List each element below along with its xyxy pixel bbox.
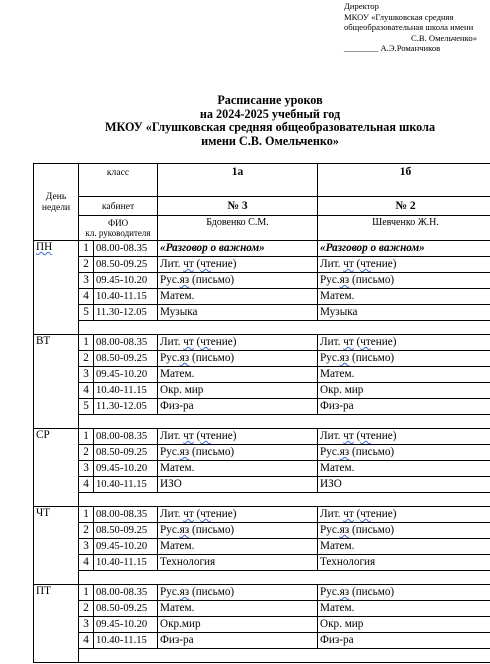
spacer-cell	[79, 493, 490, 507]
lesson-row	[34, 241, 490, 257]
spell-underline: яз	[339, 446, 350, 458]
day-label: ПТ	[36, 585, 51, 597]
approval-block	[344, 1, 490, 54]
subject-1b: Окр. мир	[318, 617, 490, 633]
spell-underline: яз	[339, 274, 350, 286]
lesson-time: 08.50-09.25	[94, 601, 158, 617]
lesson-number: 3	[79, 273, 94, 289]
lesson-time: 08.50-09.25	[94, 351, 158, 367]
approval-line: Директор	[344, 1, 379, 11]
spell-underline: чт	[183, 508, 194, 520]
subject-1b: Лит. чт (чтение)	[318, 507, 490, 523]
lesson-number: 1	[79, 507, 94, 523]
subject-1a: Рус.яз (письмо)	[158, 273, 318, 289]
day-spacer-row	[34, 415, 490, 429]
approval-line: С.В. Омельченко»	[411, 32, 477, 43]
header-row-class	[34, 164, 490, 197]
day-name	[34, 241, 79, 335]
lesson-time: 08.00-08.35	[94, 335, 158, 351]
lesson-row	[34, 429, 490, 445]
lesson-row	[34, 477, 490, 493]
lesson-time: 09.45-10.20	[94, 617, 158, 633]
lesson-time: 08.50-09.25	[94, 257, 158, 273]
day-header-line: недели	[41, 202, 71, 213]
lesson-row	[34, 555, 490, 571]
subject-1b: Рус.яз (письмо)	[318, 445, 490, 461]
subject-1a: Лит. чт (чтение)	[158, 335, 318, 351]
spell-underline: чт	[183, 258, 194, 270]
subject-1a: Физ-ра	[158, 399, 318, 415]
lesson-row	[34, 539, 490, 555]
day-spacer-row	[34, 571, 490, 585]
lesson-time: 08.00-08.35	[94, 241, 158, 257]
lesson-number: 2	[79, 351, 94, 367]
subject-1a: Матем.	[158, 289, 318, 305]
subject-1a: Технология	[158, 555, 318, 571]
lesson-row	[34, 335, 490, 351]
subject-1b: Лит. чт (чтение)	[318, 335, 490, 351]
lesson-row	[34, 585, 490, 601]
subject-1b: «Разговор о важном»	[318, 241, 490, 257]
spell-underline: чт	[343, 336, 354, 348]
lesson-row	[34, 523, 490, 539]
lesson-number: 2	[79, 523, 94, 539]
lesson-time: 08.50-09.25	[94, 523, 158, 539]
spacer-cell	[79, 571, 490, 585]
lesson-time: 08.00-08.35	[94, 507, 158, 523]
lesson-number: 4	[79, 289, 94, 305]
lesson-number: 2	[79, 601, 94, 617]
subject-1a: Матем.	[158, 367, 318, 383]
subject-1b: Музыка	[318, 305, 490, 321]
subject-1a: Окр. мир	[158, 383, 318, 399]
spell-underline: яз	[179, 274, 190, 286]
lesson-number: 5	[79, 305, 94, 321]
lesson-time: 08.00-08.35	[94, 585, 158, 601]
day-name	[34, 429, 79, 507]
teacher-label-line: ФИО	[107, 218, 129, 228]
lesson-row	[34, 461, 490, 477]
lesson-number: 1	[79, 241, 94, 257]
lesson-row	[34, 257, 490, 273]
lesson-number: 4	[79, 555, 94, 571]
class-name-1a: 1а	[158, 164, 318, 197]
spell-underline: чт	[360, 336, 371, 348]
title-line: на 2024-2025 учебный год	[199, 106, 341, 121]
spell-underline: чт	[200, 336, 211, 348]
day-name	[34, 507, 79, 585]
day-header-line: День	[45, 191, 67, 202]
subject-1b: Лит. чт (чтение)	[318, 429, 490, 445]
header-row-teacher	[34, 216, 490, 241]
lesson-number: 4	[79, 477, 94, 493]
lesson-time: 09.45-10.20	[94, 367, 158, 383]
lesson-row	[34, 507, 490, 523]
room-1a: № 3	[158, 197, 318, 216]
lesson-time: 10.40-11.15	[94, 477, 158, 493]
lesson-time: 10.40-11.15	[94, 383, 158, 399]
lesson-number: 4	[79, 633, 94, 649]
teacher-label-line: кл. руководителя	[85, 228, 151, 238]
schedule-table	[33, 163, 490, 663]
lesson-time: 08.50-09.25	[94, 445, 158, 461]
room-1b: № 2	[318, 197, 490, 216]
spell-underline: яз	[339, 586, 350, 598]
day-name	[34, 335, 79, 429]
lesson-number: 1	[79, 585, 94, 601]
subject-1a: ИЗО	[158, 477, 318, 493]
subject-1a: Музыка	[158, 305, 318, 321]
subject-1a: Рус.яз (письмо)	[158, 445, 318, 461]
lesson-number: 3	[79, 461, 94, 477]
subject-1b: Рус.яз (письмо)	[318, 585, 490, 601]
spell-underline: чт	[360, 508, 371, 520]
subject-1b: Окр. мир	[318, 383, 490, 399]
spell-underline: чт	[183, 430, 194, 442]
subject-1b: Матем.	[318, 461, 490, 477]
lesson-time: 09.45-10.20	[94, 461, 158, 477]
subject-1a: Лит. чт (чтение)	[158, 429, 318, 445]
lesson-number: 3	[79, 367, 94, 383]
lesson-time: 09.45-10.20	[94, 273, 158, 289]
lesson-row	[34, 617, 490, 633]
lesson-row	[34, 289, 490, 305]
approval-line: общеобразовательная школа имени	[344, 22, 474, 33]
spell-underline: чт	[343, 508, 354, 520]
class-name-1b: 1б	[318, 164, 490, 197]
subject-1b: ИЗО	[318, 477, 490, 493]
spacer-cell	[79, 321, 490, 335]
lesson-number: 1	[79, 429, 94, 445]
lesson-row	[34, 305, 490, 321]
day-spacer-row	[34, 649, 490, 663]
subject-1b: Физ-ра	[318, 633, 490, 649]
class-label: класс	[79, 164, 158, 197]
lesson-time: 09.45-10.20	[94, 539, 158, 555]
subject-1a: Лит. чт (чтение)	[158, 507, 318, 523]
title-line: Расписание уроков	[217, 93, 323, 107]
lesson-time: 10.40-11.15	[94, 289, 158, 305]
subject-1b: Физ-ра	[318, 399, 490, 415]
spell-underline: яз	[179, 352, 190, 364]
spell-underline: яз	[339, 524, 350, 536]
teacher-1a: Бдовенко С.М.	[158, 216, 318, 241]
subject-1b: Технология	[318, 555, 490, 571]
subject-1b: Лит. чт (чтение)	[318, 257, 490, 273]
day-label: ЧТ	[36, 507, 51, 519]
lesson-number: 5	[79, 399, 94, 415]
subject-1a: Матем.	[158, 461, 318, 477]
lesson-row	[34, 273, 490, 289]
teacher-1b: Шевченко Ж.Н.	[318, 216, 490, 241]
lesson-number: 3	[79, 617, 94, 633]
lesson-time: 11.30-12.05	[94, 305, 158, 321]
spell-underline: яз	[179, 446, 190, 458]
subject-1a: «Разговор о важном»	[158, 241, 318, 257]
lesson-number: 4	[79, 383, 94, 399]
spell-underline: чт	[200, 508, 211, 520]
subject-1b: Матем.	[318, 601, 490, 617]
title-line: имени С.В. Омельченко»	[201, 133, 339, 148]
lesson-row	[34, 601, 490, 617]
room-label: кабинет	[79, 197, 158, 216]
subject-1b: Рус.яз (письмо)	[318, 523, 490, 539]
spell-underline: яз	[179, 524, 190, 536]
lesson-row	[34, 445, 490, 461]
lesson-number: 2	[79, 445, 94, 461]
lesson-row	[34, 351, 490, 367]
subject-1b: Матем.	[318, 539, 490, 555]
subject-1b: Рус.яз (письмо)	[318, 351, 490, 367]
day-spacer-row	[34, 321, 490, 335]
spell-underline: яз	[179, 586, 190, 598]
lesson-number: 3	[79, 539, 94, 555]
lesson-number: 2	[79, 257, 94, 273]
spell-underline: чт	[200, 258, 211, 270]
teacher-label	[79, 216, 158, 241]
day-name	[34, 585, 79, 663]
spacer-cell	[79, 649, 490, 663]
lesson-row	[34, 633, 490, 649]
spell-underline: яз	[339, 352, 350, 364]
day-header	[34, 164, 79, 241]
lesson-row	[34, 383, 490, 399]
lesson-time: 08.00-08.35	[94, 429, 158, 445]
spell-underline: чт	[360, 258, 371, 270]
lesson-time: 10.40-11.15	[94, 633, 158, 649]
subject-1b: Матем.	[318, 367, 490, 383]
lesson-row	[34, 399, 490, 415]
lesson-time: 11.30-12.05	[94, 399, 158, 415]
approval-line: МКОУ «Глушковская средняя	[344, 11, 454, 22]
day-label: ПН	[36, 241, 53, 253]
subject-1a: Матем.	[158, 539, 318, 555]
subject-1a: Лит. чт (чтение)	[158, 257, 318, 273]
day-spacer-row	[34, 493, 490, 507]
spell-underline: чт	[360, 430, 371, 442]
approval-signature: ________ А.Э.Романчиков	[344, 43, 441, 54]
subject-1a: Рус.яз (письмо)	[158, 523, 318, 539]
lesson-row	[34, 367, 490, 383]
subject-1a: Окр.мир	[158, 617, 318, 633]
spell-underline: чт	[343, 430, 354, 442]
spell-underline: чт	[200, 430, 211, 442]
subject-1a: Физ-ра	[158, 633, 318, 649]
day-label: СР	[36, 429, 50, 441]
day-label: ВТ	[36, 335, 51, 347]
spacer-cell	[79, 415, 490, 429]
subject-1a: Рус.яз (письмо)	[158, 585, 318, 601]
subject-1a: Рус.яз (письмо)	[158, 351, 318, 367]
subject-1b: Рус.яз (письмо)	[318, 273, 490, 289]
lesson-time: 10.40-11.15	[94, 555, 158, 571]
lesson-number: 1	[79, 335, 94, 351]
spell-underline: чт	[343, 258, 354, 270]
subject-1a: Матем.	[158, 601, 318, 617]
header-row-room	[34, 197, 490, 216]
page-title	[0, 94, 490, 148]
title-line: МКОУ «Глушковская средняя общеобразовательная школа	[104, 120, 436, 134]
spell-underline: чт	[183, 336, 194, 348]
subject-1b: Матем.	[318, 289, 490, 305]
